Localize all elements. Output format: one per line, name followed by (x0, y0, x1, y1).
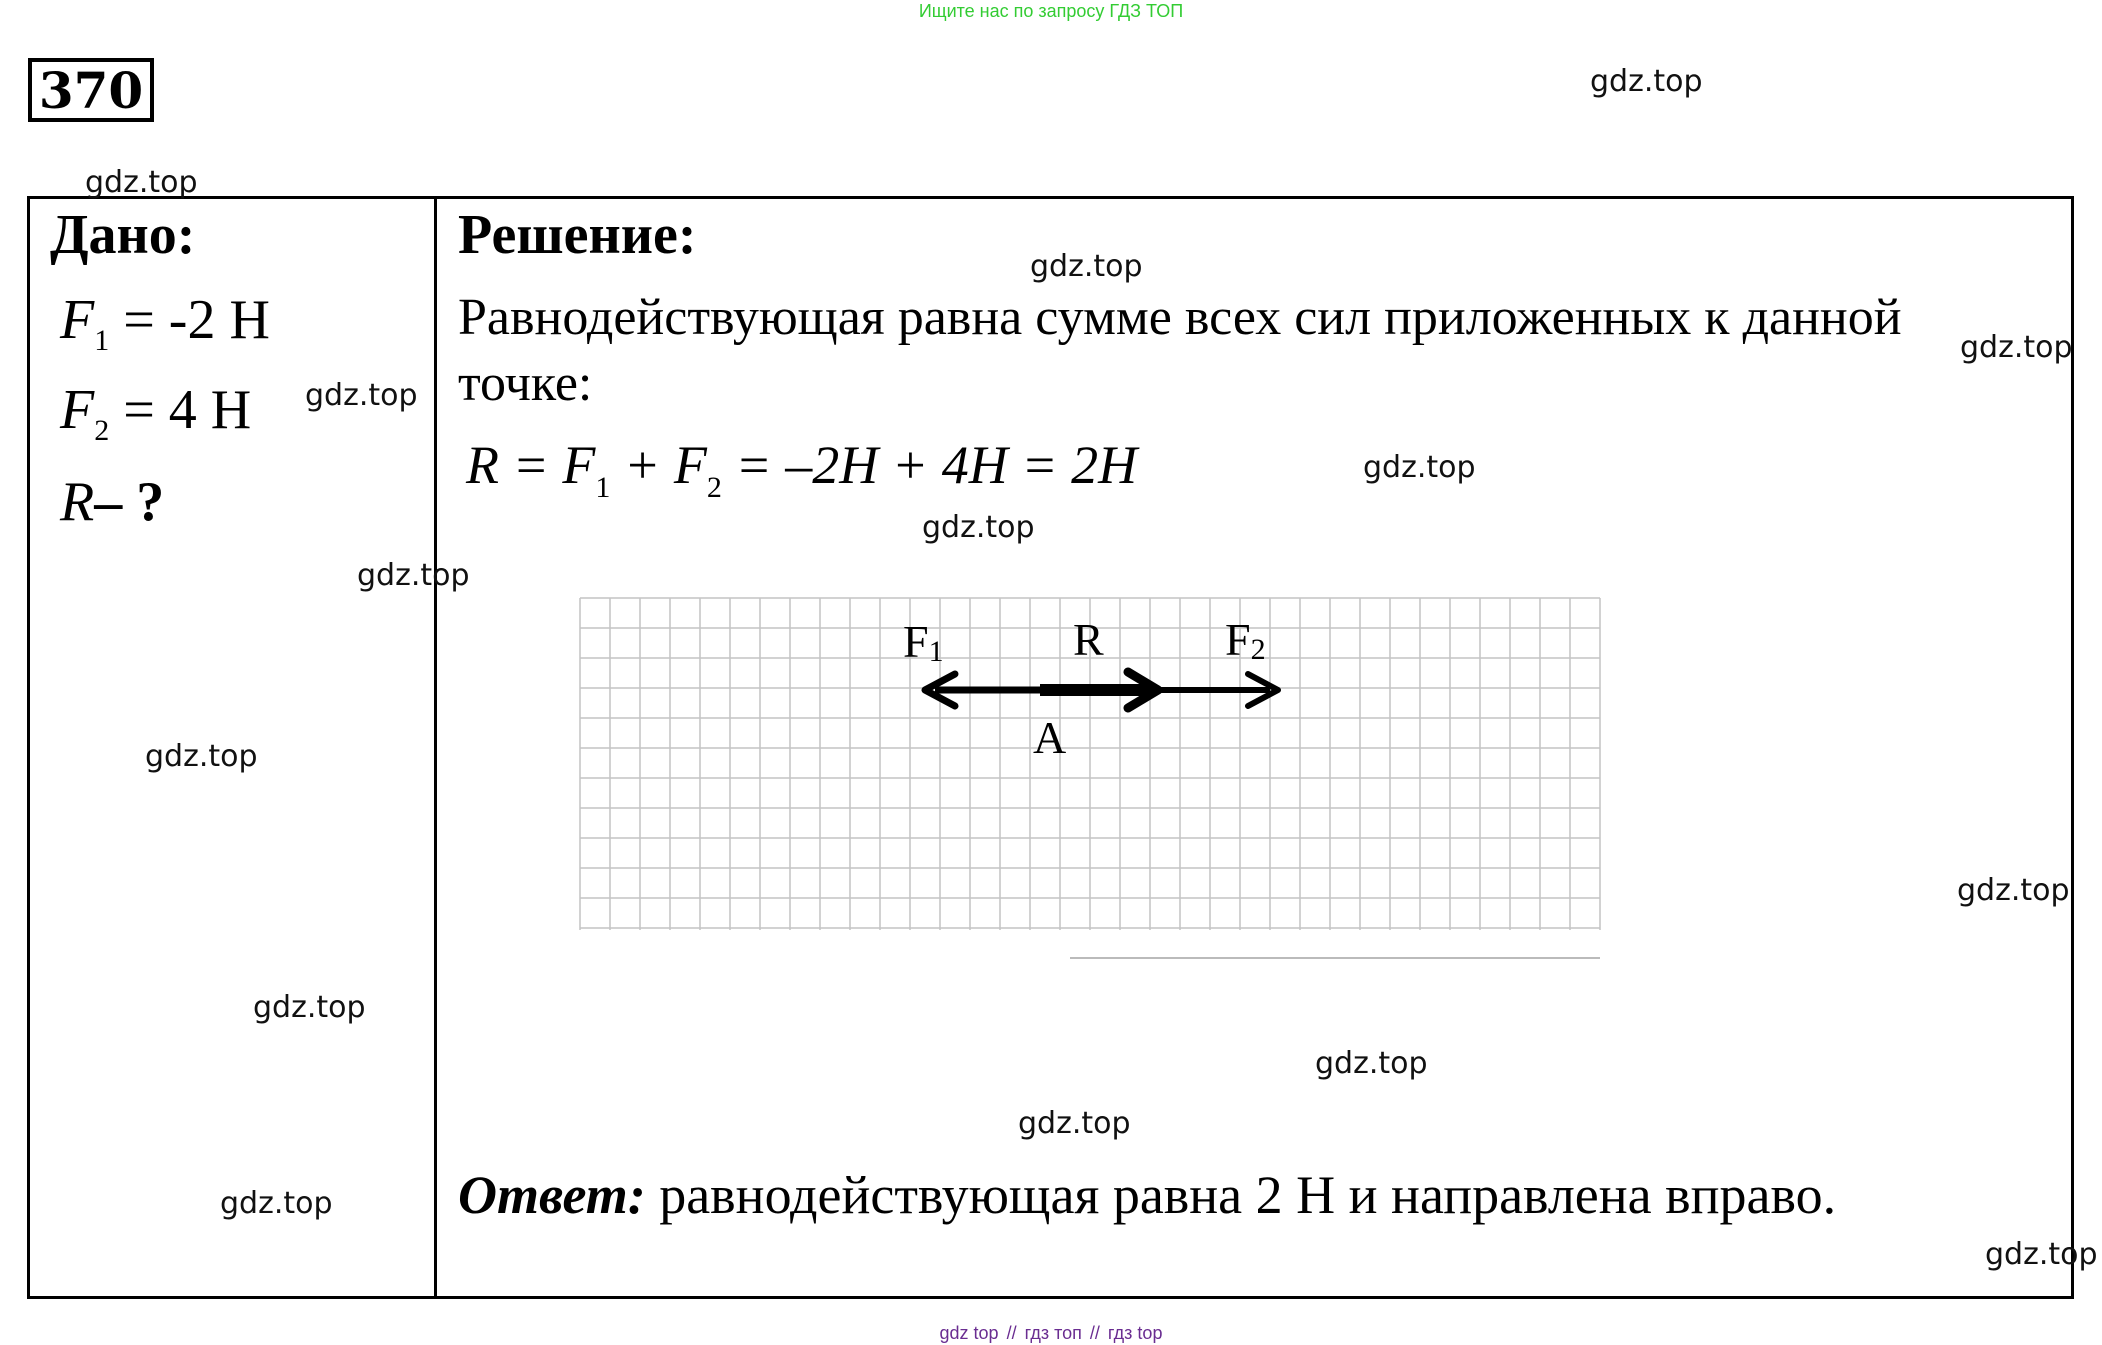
watermark: gdz.top (1363, 450, 1476, 485)
diagram-label-r: R (1073, 614, 1104, 665)
watermark: gdz.top (1030, 249, 1143, 284)
given-f1-sub: 1 (94, 324, 110, 357)
watermark: gdz.top (1957, 873, 2070, 908)
watermark: gdz.top (922, 510, 1035, 545)
watermark: gdz.top (253, 990, 366, 1025)
solution-text: Равнодействующая равна сумме всех сил приложенных к данной точке: (458, 289, 1902, 412)
answer-line (458, 1165, 1836, 1225)
given-f2-var: F (60, 379, 95, 441)
problem-number: 370 (28, 58, 154, 122)
formula-mid: + F (610, 435, 707, 495)
answer-text: равнодействующая равна 2 Н и направлена вправо. (645, 1165, 1837, 1225)
watermark: gdz.top (305, 378, 418, 413)
formula-rhs: = –2H + 4H = 2H (721, 435, 1138, 495)
diagram-label-point: A (1033, 712, 1067, 763)
bottom-link-1[interactable]: gdz top (939, 1323, 999, 1343)
diagram-label-f2: F2 (1225, 614, 1266, 666)
given-f2-sub: 2 (94, 414, 110, 447)
given-f1-var: F (60, 289, 95, 351)
solution-heading: Решение: (458, 204, 697, 266)
watermark: gdz.top (1018, 1106, 1131, 1141)
watermark: gdz.top (1315, 1046, 1428, 1081)
diagram-label-f1: F1 (903, 616, 944, 668)
bottom-link-3[interactable]: гдз top (1107, 1323, 1163, 1343)
formula-lhs: R = F (466, 435, 596, 495)
watermark: gdz.top (85, 165, 198, 200)
watermark: gdz.top (1590, 64, 1703, 99)
bottom-sep-2: // (1089, 1323, 1100, 1343)
watermark: gdz.top (220, 1186, 333, 1221)
bottom-banner[interactable] (0, 1322, 2102, 1344)
watermark: gdz.top (357, 558, 470, 593)
answer-label: Ответ: (458, 1165, 646, 1225)
watermark: gdz.top (1960, 330, 2073, 365)
formula-sub2: 2 (706, 471, 722, 504)
given-f2-value: = 4 Н (109, 379, 252, 441)
watermark: gdz.top (145, 739, 258, 774)
top-banner[interactable]: Ищите нас по запросу ГДЗ ТОП (918, 1, 1184, 21)
given-f1-value: = -2 Н (109, 289, 270, 351)
given-r-value: – ? (94, 471, 165, 533)
given-r-var: R (60, 471, 95, 533)
bottom-sep-1: // (1006, 1323, 1017, 1343)
force-arrows (925, 672, 1278, 708)
formula-sub1: 1 (595, 471, 611, 504)
given-heading: Дано: (50, 204, 196, 266)
bottom-link-2[interactable]: гдз топ (1024, 1323, 1082, 1343)
watermark: gdz.top (1985, 1237, 2098, 1272)
